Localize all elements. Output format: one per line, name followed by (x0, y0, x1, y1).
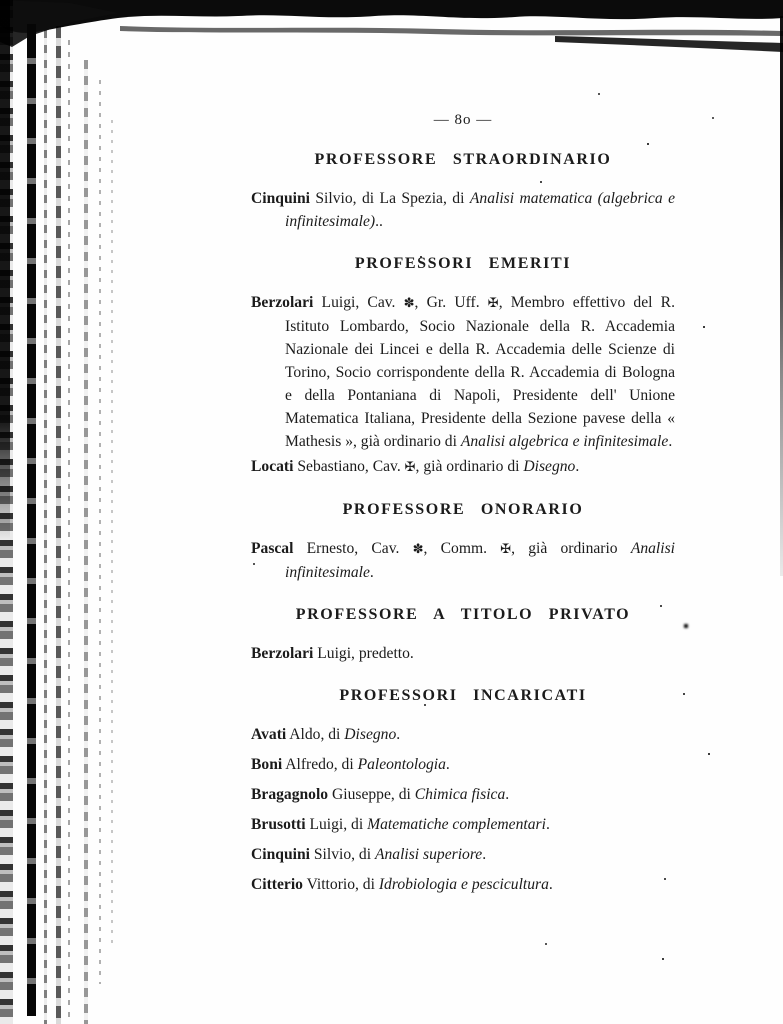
binding-streak (0, 0, 10, 540)
entry-text: . (505, 786, 510, 803)
entry-text: . (548, 876, 553, 893)
directory-entry (251, 813, 675, 836)
entry-surname: Brusotti (251, 816, 306, 833)
scan-dust-specks (0, 0, 2, 2)
entry-surname: Locati (251, 458, 294, 475)
entry-subject: Analisi matematica (algebrica e infinitesimale) (285, 190, 675, 230)
entry-text: , Gr. Uff. (414, 294, 488, 311)
entry-subject: Idrobiologia e pescicultura (378, 876, 549, 893)
scan-binding-edge (0, 0, 122, 1024)
entry-text: .. (375, 213, 383, 230)
entry-text: . (482, 846, 487, 863)
section-heading: PROFESSORE ONORARIO (342, 501, 584, 518)
entry-surname: Cinquini (251, 846, 310, 863)
entry-text: . (396, 726, 401, 743)
directory-entry (251, 537, 675, 584)
entry-text: Silvio, di (309, 846, 375, 863)
entry-surname: Berzolari (251, 645, 314, 662)
directory-entry (251, 783, 675, 806)
entry-subject: Disegno (344, 726, 397, 743)
binding-streak (56, 26, 61, 1024)
entry-subject: Analisi infinitesimale (285, 540, 675, 581)
section-heading: PROFESSORI EMERITI (354, 255, 572, 272)
entry-text: Silvio, di La Spezia, di (309, 190, 470, 207)
directory-entry (251, 187, 675, 233)
entry-text: Alfredo, di (282, 756, 358, 773)
entry-subject: Chimica fisica (414, 786, 506, 803)
entry-subject: Analisi superiore (374, 846, 483, 863)
entry-text: . (545, 816, 550, 833)
entry-text: Ernesto, Cav. (293, 540, 413, 557)
entry-subject: Paleontologia (357, 756, 446, 773)
directory-entry (251, 753, 675, 776)
directory-entry (251, 723, 675, 746)
page-number: — 8o — (433, 112, 493, 128)
directory-entry (251, 291, 675, 453)
entry-text: Vittorio, di (302, 876, 379, 893)
section-professore-onorario (251, 501, 675, 584)
honor-decoration-icon: ✽ (412, 542, 424, 557)
binding-streak (84, 60, 88, 1024)
entry-text: Luigi, predetto. (313, 645, 414, 662)
directory-entry (251, 642, 675, 665)
entry-text: Luigi, Cav. (313, 294, 404, 311)
directory-entry (251, 455, 675, 479)
entry-text: . (668, 433, 673, 450)
honor-decoration-icon: ✠ (487, 296, 499, 311)
entry-text: , già ordinario (511, 540, 631, 557)
entry-surname: Citterio (251, 876, 303, 893)
entry-text: . (575, 458, 580, 475)
entry-text: Giuseppe, di (328, 786, 415, 803)
entry-text: Sebastiano, Cav. (293, 458, 405, 475)
entry-text: Aldo, di (286, 726, 345, 743)
professor-directory (251, 151, 675, 896)
honor-decoration-icon: ✠ (404, 460, 416, 475)
section-professore-a-titolo-privato (251, 606, 675, 665)
entry-text: , Comm. (423, 540, 501, 557)
entry-text: , Membro effettivo del R. Istituto Lombardo, Socio Nazionale della R. Accademia Nazionale dei Lincei e della R. Accademia delle Scienze di Torino, Socio corrispondente della R. Accademia di Bologna e della Pontaniana di Napoli, Presidente dell' Unione Matematica Italiana, Presidente della Sezione pavese della « Mathesis », già ordinario di (285, 294, 675, 450)
entry-surname: Boni (251, 756, 283, 773)
entry-subject: Disegno (523, 458, 576, 475)
binding-streak (111, 120, 113, 944)
entry-text: , già ordinario di (415, 458, 524, 475)
directory-entry (251, 843, 675, 866)
binding-streak (68, 40, 70, 1024)
section-professori-incaricati (251, 687, 675, 896)
entry-surname: Avati (251, 726, 287, 743)
honor-decoration-icon: ✽ (403, 296, 415, 311)
entry-surname: Berzolari (251, 294, 314, 311)
entry-subject: Analisi algebrica e infinitesimale (460, 433, 669, 450)
entry-surname: Pascal (251, 540, 294, 557)
section-professori-emeriti (251, 255, 675, 479)
page-content (251, 112, 675, 903)
binding-streak (27, 24, 36, 1016)
entry-text: . (445, 756, 450, 773)
section-heading: PROFESSORE A TITOLO PRIVATO (295, 606, 631, 623)
entry-surname: Bragagnolo (251, 786, 329, 803)
entry-text: Luigi, di (305, 816, 368, 833)
binding-streak (99, 80, 101, 984)
directory-entry (251, 873, 675, 896)
section-heading: PROFESSORE STRAORDINARIO (314, 151, 612, 168)
entry-surname: Cinquini (251, 190, 310, 207)
section-professore-straordinario (251, 151, 675, 233)
section-heading: PROFESSORI INCARICATI (339, 687, 587, 704)
entry-text: . (369, 564, 374, 581)
honor-decoration-icon: ✠ (500, 542, 512, 557)
binding-streak (44, 30, 47, 1024)
entry-subject: Matematiche complementari (367, 816, 546, 833)
